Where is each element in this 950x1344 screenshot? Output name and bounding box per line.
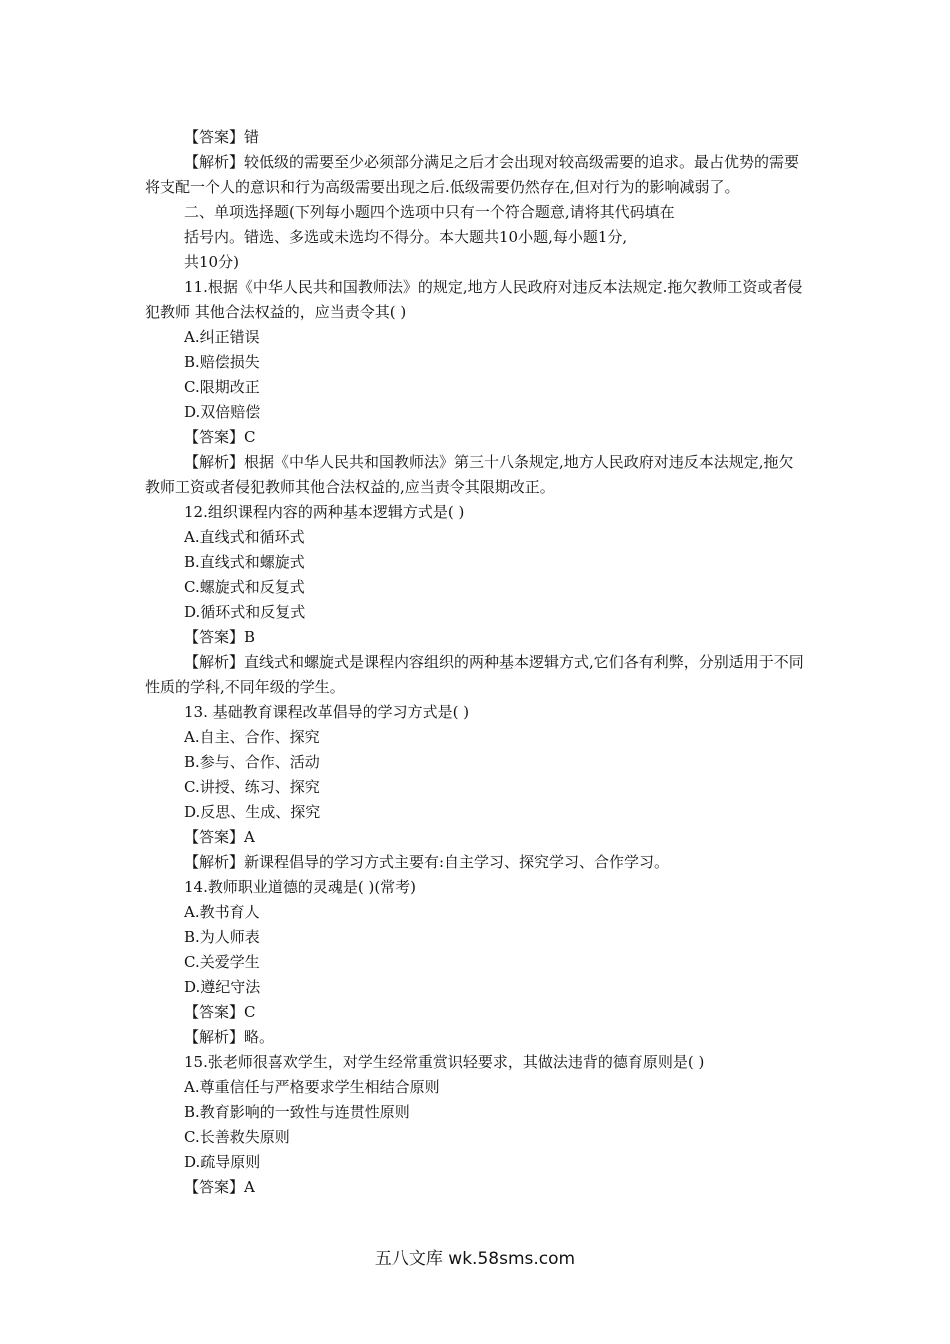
answer-line: 【答案】C	[184, 428, 256, 446]
option-b: B.教育影响的一致性与连贯性原则	[184, 1103, 410, 1121]
option-a: A.尊重信任与严格要求学生相结合原则	[184, 1078, 440, 1096]
section-heading-cont: 括号内。错选、多选或未选均不得分。本大题共10小题,每小题1分,	[184, 228, 628, 246]
question-11: 11.根据《中华人民共和国教师法》的规定,地方人民政府对违反本法规定.拖欠教师工资或者侵犯教师 其他合法权益的，应当责令其( )	[145, 278, 803, 321]
question-13: 13. 基础教育课程改革倡导的学习方式是( )	[184, 703, 470, 721]
option-b: B.参与、合作、活动	[184, 753, 320, 771]
option-c: C.限期改正	[184, 378, 260, 396]
answer-line: 【答案】A	[184, 1178, 255, 1196]
option-d: D.遵纪守法	[184, 978, 261, 996]
answer-line: 【答案】错	[184, 128, 260, 146]
question-15: 15.张老师很喜欢学生，对学生经常重赏识轻要求，其做法违背的德育原则是( )	[184, 1053, 705, 1071]
analysis-paragraph: 【解析】略。	[184, 1028, 275, 1046]
analysis-paragraph: 【解析】根据《中华人民共和国教师法》第三十八条规定,地方人民政府对违反本法规定,拖欠教师工资或者侵犯教师其他合法权益的,应当责令其限期改正。	[145, 453, 794, 496]
footer-watermark: 五八文库 wk.58sms.com	[374, 1249, 576, 1269]
option-d: D.疏导原则	[184, 1153, 261, 1171]
section-heading: 二、单项选择题(下列每小题四个选项中只有一个符合题意,请将其代码填在	[184, 203, 675, 221]
option-b: B.直线式和螺旋式	[184, 553, 305, 571]
option-c: C.关爱学生	[184, 953, 260, 971]
question-12: 12.组织课程内容的两种基本逻辑方式是( )	[184, 503, 465, 521]
option-d: D.双倍赔偿	[184, 403, 261, 421]
analysis-paragraph: 【解析】直线式和螺旋式是课程内容组织的两种基本逻辑方式,它们各有利弊，分别适用于不同性质的学科,不同年级的学生。	[145, 653, 804, 696]
analysis-paragraph: 【解析】较低级的需要至少必须部分满足之后才会出现对较高级需要的追求。最占优势的需要将支配一个人的意识和行为高级需要出现之后.低级需要仍然存在,但对行为的影响减弱了。	[145, 153, 800, 196]
answer-line: 【答案】A	[184, 828, 255, 846]
option-b: B.为人师表	[184, 928, 260, 946]
option-a: A.教书育人	[184, 903, 260, 921]
answer-line: 【答案】C	[184, 1003, 256, 1021]
analysis-paragraph: 【解析】新课程倡导的学习方式主要有:自主学习、探究学习、合作学习。	[184, 853, 670, 871]
option-a: A.直线式和循环式	[184, 528, 305, 546]
document-body	[145, 125, 805, 1200]
option-b: B.赔偿损失	[184, 353, 260, 371]
option-a: A.自主、合作、探究	[184, 728, 320, 746]
section-heading-cont: 共10分)	[184, 253, 239, 271]
option-d: D.循环式和反复式	[184, 603, 306, 621]
option-a: A.纠正错误	[184, 328, 260, 346]
option-d: D.反思、生成、探究	[184, 803, 321, 821]
question-14: 14.教师职业道德的灵魂是( )(常考)	[184, 878, 417, 896]
option-c: C.讲授、练习、探究	[184, 778, 320, 796]
option-c: C.长善救失原则	[184, 1128, 290, 1146]
answer-line: 【答案】B	[184, 628, 256, 646]
option-c: C.螺旋式和反复式	[184, 578, 305, 596]
